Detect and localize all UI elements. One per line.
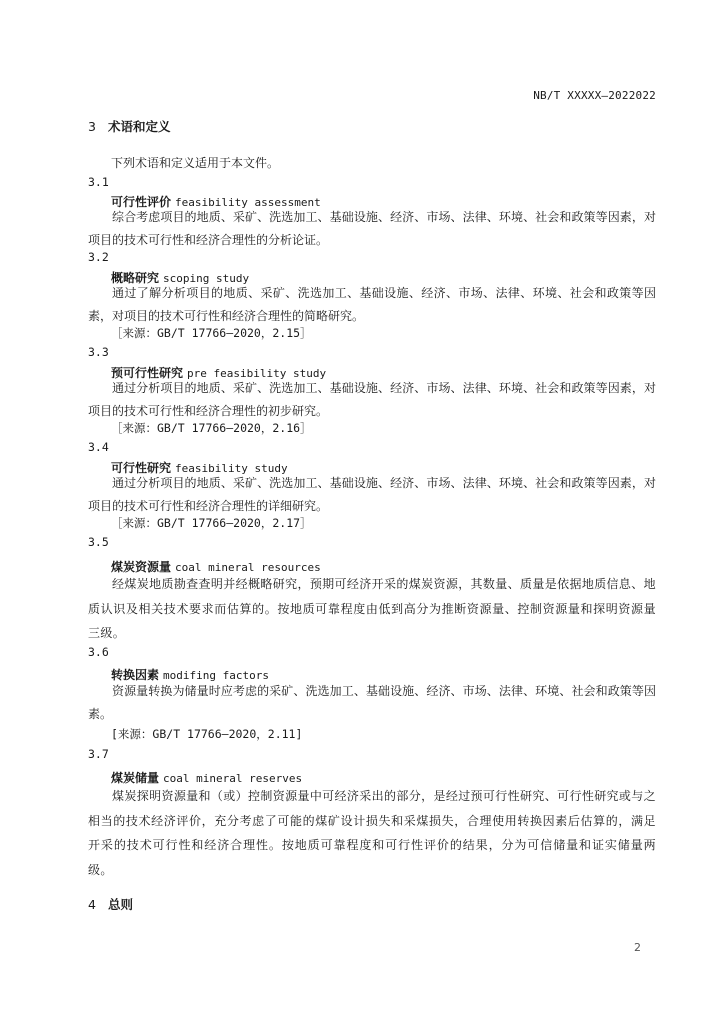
term-definition-3-7: 煤炭探明资源量和（或）控制资源量中可经济采出的部分，是经过预可行性研究、可行性研究或与之相当的技术经济评价，充分考虑了可能的煤矿设计损失和采煤损失，合理使用转换因素后估算的，满足开采的技术可行性和经济合理性。按地质可靠程度和可行性评价的结果，分为可信储量和证实储量两级。 [88, 789, 656, 877]
section-title: 总则 [108, 897, 134, 912]
term-zh: 预可行性研究 [111, 366, 184, 380]
term-source-3-3: ［来源：GB/T 17766—2020，2.16］ [111, 421, 312, 435]
term-zh: 概略研究 [111, 271, 160, 285]
clause-number-3-5: 3.5 [88, 535, 109, 549]
term-en: scoping study [163, 272, 250, 285]
clause-number-3-1: 3.1 [88, 175, 109, 189]
clause-number-3-2: 3.2 [88, 250, 109, 264]
term-zh: 可行性评价 [111, 195, 172, 209]
term-en: coal mineral reserves [163, 772, 303, 785]
term-zh: 转换因素 [111, 668, 160, 682]
clause-number-3-6: 3.6 [88, 645, 109, 659]
term-definition-3-1: 综合考虑项目的地质、采矿、洗选加工、基础设施、经济、市场、法律、环境、社会和政策等因素，对项目的技术可行性和经济合理性的分析论证。 [88, 210, 656, 247]
term-zh: 可行性研究 [111, 461, 172, 475]
term-definition-3-3: 通过分析项目的地质、采矿、洗选加工、基础设施、经济、市场、法律、环境、社会和政策等因素，对项目的技术可行性和经济合理性的初步研究。 [88, 381, 656, 418]
clause-number-3-3: 3.3 [88, 345, 109, 359]
term-zh: 煤炭资源量 [111, 560, 172, 574]
term-en: modifing factors [163, 669, 269, 682]
term-source-3-2: ［来源：GB/T 17766—2020，2.15］ [111, 326, 312, 340]
section-intro: 下列术语和定义适用于本文件。 [111, 156, 280, 170]
section-4-heading [88, 895, 656, 913]
section-number: 4 [88, 897, 96, 912]
term-en: pre feasibility study [187, 367, 327, 380]
term-definition-3-5: 经煤炭地质勘查查明并经概略研究，预期可经济开采的煤炭资源，其数量、质量是依据地质信息、地质认识及相关技术要求而估算的。按地质可靠程度由低到高分为推断资源量、控制资源量和探明资源量三级。 [88, 577, 656, 640]
term-source-3-4: ［来源：GB/T 17766—2020，2.17］ [111, 516, 312, 530]
term-en: feasibility study [175, 462, 288, 475]
term-source-3-6: [来源：GB/T 17766—2020，2.11] [111, 727, 303, 741]
term-en: feasibility assessment [175, 196, 321, 209]
section-3-heading [88, 117, 656, 135]
page-number: 2 [634, 941, 641, 954]
term-en: coal mineral resources [175, 561, 321, 574]
term-definition-3-2: 通过了解分析项目的地质、采矿、洗选加工、基础设施、经济、市场、法律、环境、社会和政策等因素，对项目的技术可行性和经济合理性的简略研究。 [88, 286, 656, 323]
clause-number-3-4: 3.4 [88, 440, 109, 454]
term-definition-3-4: 通过分析项目的地质、采矿、洗选加工、基础设施、经济、市场、法律、环境、社会和政策等因素，对项目的技术可行性和经济合理性的详细研究。 [88, 476, 656, 513]
clause-number-3-7: 3.7 [88, 747, 109, 761]
section-title: 术语和定义 [108, 119, 171, 134]
section-number: 3 [88, 119, 96, 134]
term-definition-3-6: 资源量转换为储量时应考虑的采矿、洗选加工、基础设施、经济、市场、法律、环境、社会和政策等因素。 [88, 684, 656, 721]
document-code-header: NB/T XXXXX—2022022 [533, 89, 656, 102]
term-zh: 煤炭储量 [111, 771, 160, 785]
